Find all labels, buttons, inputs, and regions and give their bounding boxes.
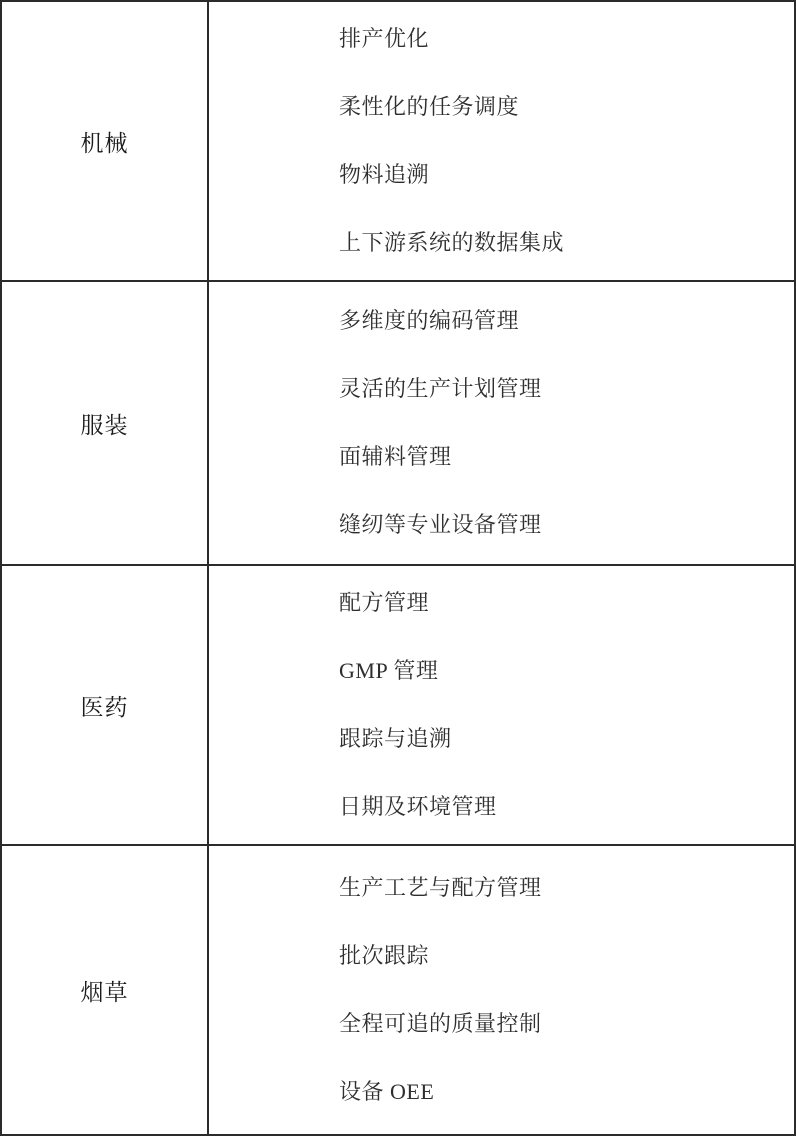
category-label: 服装 <box>80 412 129 438</box>
table-cell-category <box>1 565 208 845</box>
table-row <box>1 565 795 845</box>
list-item: 多维度的编码管理 <box>339 308 520 333</box>
table-cell-category <box>1 845 208 1135</box>
category-label: 烟草 <box>80 979 129 1005</box>
list-item: 排产优化 <box>339 26 430 51</box>
table-cell-items <box>208 565 795 845</box>
list-item: 配方管理 <box>339 590 430 615</box>
list-item: 物料追溯 <box>339 162 430 187</box>
list-item: 日期及环境管理 <box>339 794 497 819</box>
category-label: 医药 <box>80 694 129 720</box>
item-list <box>209 569 794 841</box>
list-item: 批次跟踪 <box>339 943 430 968</box>
category-label: 机械 <box>80 130 129 156</box>
table-cell-category <box>1 281 208 565</box>
list-item: 跟踪与追溯 <box>339 726 452 751</box>
item-list <box>209 287 794 559</box>
table-row <box>1 281 795 565</box>
list-item: 面辅料管理 <box>339 444 452 469</box>
table-row <box>1 845 795 1135</box>
item-list <box>209 854 794 1126</box>
table-row <box>1 1 795 281</box>
table-cell-items <box>208 281 795 565</box>
list-item: 全程可追的质量控制 <box>339 1011 542 1036</box>
table-cell-items <box>208 845 795 1135</box>
list-item: 上下游系统的数据集成 <box>339 230 565 255</box>
table-cell-items <box>208 1 795 281</box>
item-list <box>209 5 794 277</box>
table-cell-category <box>1 1 208 281</box>
list-item: 设备 OEE <box>339 1079 435 1104</box>
list-item: GMP 管理 <box>339 658 439 683</box>
list-item: 生产工艺与配方管理 <box>339 875 542 900</box>
list-item: 柔性化的任务调度 <box>339 94 520 119</box>
table-body <box>1 1 795 1135</box>
list-item: 缝纫等专业设备管理 <box>339 512 542 537</box>
list-item: 灵活的生产计划管理 <box>339 376 542 401</box>
